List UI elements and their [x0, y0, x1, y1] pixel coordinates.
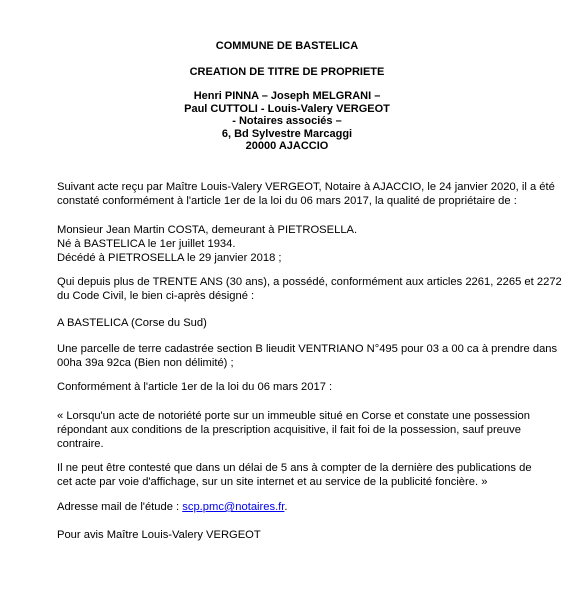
email-paragraph	[57, 500, 557, 514]
intro-paragraph	[57, 180, 557, 208]
email-line	[57, 500, 557, 514]
signature-paragraph	[57, 528, 557, 542]
notaries-block	[0, 90, 574, 153]
notice-title	[0, 66, 574, 79]
owner-death-line: Décédé à PIETROSELLA le 29 janvier 2018 ;	[57, 252, 282, 264]
parcel-paragraph	[57, 342, 557, 370]
paragraph-line: Suivant acte reçu par Maître Louis-Valery VERGEOT, Notaire à AJACCIO, le 24 janvier 2020, il a été	[57, 181, 555, 193]
owner-paragraph	[57, 223, 557, 265]
owner-birth-line: Né à BASTELICA le 1er juillet 1934.	[57, 238, 236, 250]
quote-paragraph-2	[57, 461, 557, 489]
commune-name: COMMUNE DE BASTELICA	[215, 40, 359, 52]
paragraph-line: contraire.	[57, 438, 104, 450]
paragraph-line: constaté conformément à l'article 1er de la loi du 06 mars 2017, la qualité de propriétaire de :	[57, 195, 517, 207]
owner-name-line: Monsieur Jean Martin COSTA, demeurant à PIETROSELLA.	[57, 224, 358, 236]
email-suffix: .	[284, 501, 288, 513]
paragraph-line: répondant aux conditions de la prescription acquisitive, il fait foi de la possession, sauf preuve	[57, 424, 521, 436]
paragraph-line: du Code Civil, le bien ci-après désigné :	[57, 290, 255, 302]
email-label: Adresse mail de l'étude :	[57, 501, 183, 513]
quote-paragraph-1	[57, 409, 557, 451]
paragraph-line: A BASTELICA (Corse du Sud)	[57, 317, 207, 329]
paragraph-line: Conformément à l'article 1er de la loi du 06 mars 2017 :	[57, 381, 333, 393]
notaries-line: - Notaires associés –	[232, 115, 342, 128]
possession-paragraph	[57, 275, 562, 303]
notaries-line: Henri PINNA – Joseph MELGRANI –	[193, 90, 381, 102]
paragraph-line: 00ha 39a 92ca (Bien non délimité) ;	[57, 357, 234, 369]
notaries-address: 6, Bd Sylvestre Marcaggi	[221, 127, 353, 140]
commune-title	[0, 40, 574, 53]
email-link[interactable]: scp.pmc@notaires.fr	[182, 501, 285, 513]
paragraph-line: Qui depuis plus de TRENTE ANS (30 ans), a possédé, conformément aux articles 2261, 2265 et 2272	[57, 276, 562, 288]
paragraph-line: Une parcelle de terre cadastrée section B lieudit VENTRIANO N°495 pour 03 a 00 ca à prendre dans	[57, 343, 558, 355]
paragraph-line: cet acte par voie d'affichage, sur un site internet et au service de la publicité foncière. »	[57, 476, 488, 488]
signature-line: Pour avis Maître Louis-Valery VERGEOT	[57, 529, 261, 541]
location-paragraph	[57, 316, 557, 330]
conformity-paragraph	[57, 380, 557, 394]
notice-type: CREATION DE TITRE DE PROPRIETE	[189, 66, 385, 78]
notaries-city: 20000 AJACCIO	[245, 140, 329, 153]
notaries-line: Paul CUTTOLI - Louis-Valery VERGEOT	[184, 102, 390, 115]
paragraph-line: « Lorsqu'un acte de notoriété porte sur un immeuble situé en Corse et constate une possession	[57, 410, 530, 422]
paragraph-line: Il ne peut être contesté que dans un délai de 5 ans à compter de la dernière des publications de	[57, 462, 532, 474]
